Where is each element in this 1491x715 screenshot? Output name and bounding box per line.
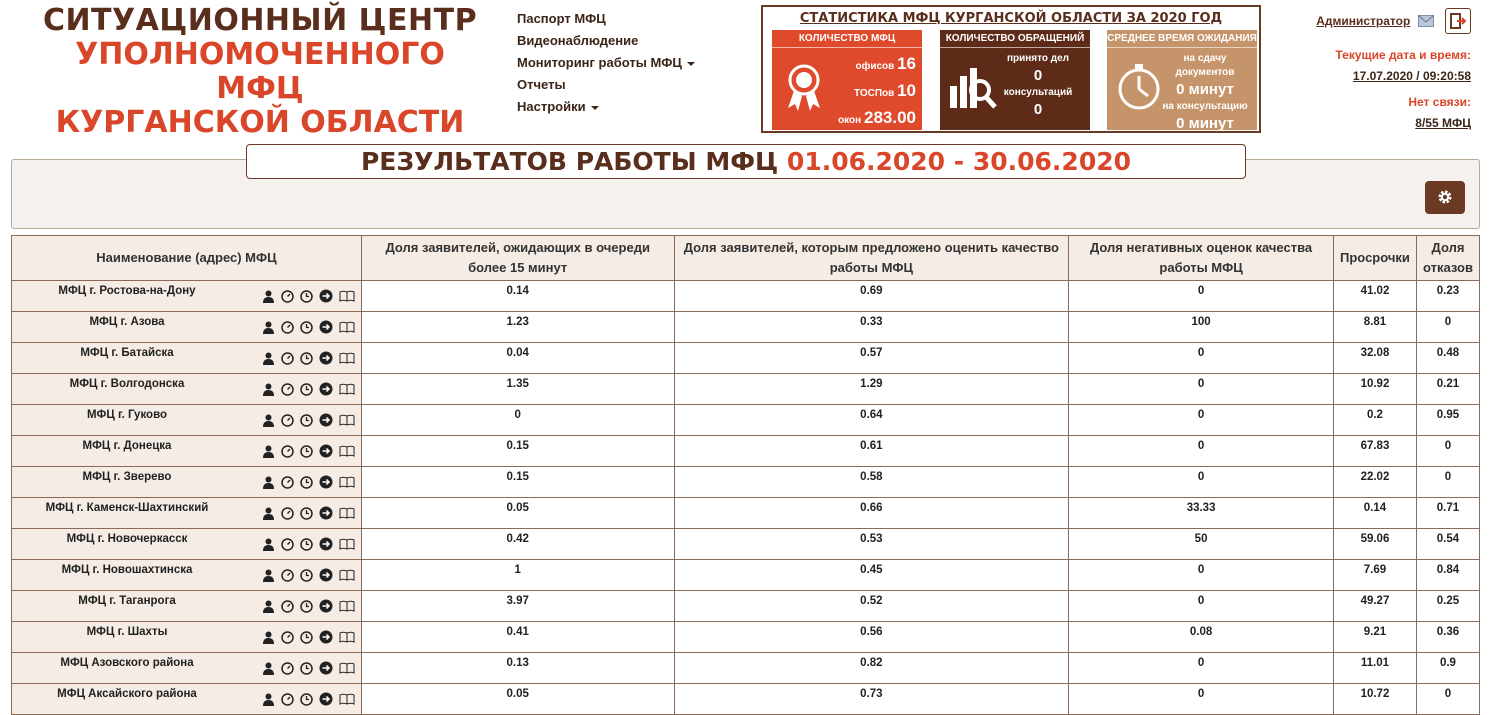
arrow-circle-icon[interactable] <box>319 475 333 489</box>
table-body <box>12 281 1480 715</box>
person-icon[interactable] <box>262 569 275 582</box>
table-row[interactable] <box>12 684 1480 715</box>
table-row[interactable] <box>12 405 1480 436</box>
overdue-cell: 41.02 <box>1333 281 1416 312</box>
rate-offer-cell: 0.57 <box>674 343 1069 374</box>
overdue-cell: 9.21 <box>1333 622 1416 653</box>
refusals-cell: 0 <box>1416 312 1479 343</box>
clock-icon[interactable] <box>300 383 313 396</box>
negative-share-cell: 0 <box>1069 405 1334 436</box>
negative-share-cell: 100 <box>1069 312 1334 343</box>
person-icon[interactable] <box>262 383 275 396</box>
book-icon[interactable] <box>339 631 355 643</box>
clock-icon[interactable] <box>300 662 313 675</box>
refusals-cell: 0.48 <box>1416 343 1479 374</box>
nav-monitoring[interactable] <box>517 52 695 74</box>
person-icon[interactable] <box>262 693 275 706</box>
row-actions <box>256 661 355 675</box>
negative-share-cell: 0 <box>1069 560 1334 591</box>
overdue-cell: 32.08 <box>1333 343 1416 374</box>
refusals-cell: 0.71 <box>1416 498 1479 529</box>
table-row[interactable] <box>12 591 1480 622</box>
person-icon[interactable] <box>262 662 275 675</box>
arrow-circle-icon[interactable] <box>319 506 333 520</box>
negative-share-cell: 0 <box>1069 374 1334 405</box>
clock-icon[interactable] <box>300 600 313 613</box>
overdue-cell: 22.02 <box>1333 467 1416 498</box>
book-icon[interactable] <box>339 662 355 674</box>
rate-offer-cell: 0.52 <box>674 591 1069 622</box>
wait-share-cell: 0.15 <box>361 467 674 498</box>
row-actions <box>256 537 355 551</box>
gauge-icon[interactable] <box>281 445 294 458</box>
table-row[interactable] <box>12 312 1480 343</box>
rate-offer-cell: 0.64 <box>674 405 1069 436</box>
arrow-circle-icon[interactable] <box>319 382 333 396</box>
mfc-name-cell <box>12 467 362 498</box>
gauge-icon[interactable] <box>281 662 294 675</box>
logout-icon <box>1449 12 1467 30</box>
negative-share-cell: 0 <box>1069 343 1334 374</box>
rate-offer-cell: 0.82 <box>674 653 1069 684</box>
row-actions <box>256 382 355 396</box>
clock-icon[interactable] <box>300 538 313 551</box>
gauge-icon[interactable] <box>281 383 294 396</box>
accepted-label: принято дел <box>1006 53 1070 64</box>
negative-share-cell: 0 <box>1069 591 1334 622</box>
row-actions <box>256 444 355 458</box>
person-icon[interactable] <box>262 290 275 303</box>
nav-monitoring-label: Мониторинг работы МФЦ <box>517 55 682 70</box>
mfc-name-cell <box>12 281 362 312</box>
col-name[interactable]: Наименование (адрес) МФЦ <box>12 236 362 281</box>
logo-line-3: КУРГАНСКОЙ ОБЛАСТИ <box>55 105 465 140</box>
rate-offer-cell: 0.33 <box>674 312 1069 343</box>
mfc-name[interactable]: МФЦ г. Азова <box>89 316 165 328</box>
gauge-icon[interactable] <box>281 631 294 644</box>
wait-share-cell: 0.41 <box>361 622 674 653</box>
nav-settings[interactable] <box>517 96 695 118</box>
mfc-name[interactable]: МФЦ г. Зверево <box>82 471 172 483</box>
docs-wait-label: на сдачу документов <box>1175 53 1235 78</box>
overdue-cell: 49.27 <box>1333 591 1416 622</box>
overdue-cell: 7.69 <box>1333 560 1416 591</box>
clock-icon[interactable] <box>300 631 313 644</box>
stats-box-values <box>1157 52 1253 134</box>
overdue-cell: 0.14 <box>1333 498 1416 529</box>
stats-title[interactable]: СТАТИСТИКА МФЦ КУРГАНСКОЙ ОБЛАСТИ ЗА 2020 ГОД <box>799 11 1223 26</box>
book-icon[interactable] <box>339 569 355 581</box>
rate-offer-cell: 0.69 <box>674 281 1069 312</box>
rate-offer-cell: 0.53 <box>674 529 1069 560</box>
wait-share-cell: 0.05 <box>361 498 674 529</box>
report-dates: 01.06.2020 - 30.06.2020 <box>786 147 1132 176</box>
clock-icon[interactable] <box>300 290 313 303</box>
refusals-cell: 0 <box>1416 467 1479 498</box>
mfc-name-cell <box>12 374 362 405</box>
overdue-cell: 8.81 <box>1333 312 1416 343</box>
accepted-value: 0 <box>1033 67 1043 84</box>
table-row[interactable] <box>12 529 1480 560</box>
negative-share-cell: 0 <box>1069 281 1334 312</box>
windows-value: 283.00 <box>864 108 916 127</box>
person-icon[interactable] <box>262 445 275 458</box>
negative-share-cell: 0 <box>1069 684 1334 715</box>
refusals-cell: 0.9 <box>1416 653 1479 684</box>
header <box>0 0 1491 140</box>
mfc-name[interactable]: МФЦ Азовского района <box>60 657 194 669</box>
offices-value: 16 <box>897 54 916 73</box>
negative-share-cell: 50 <box>1069 529 1334 560</box>
stats-panel <box>761 5 1261 133</box>
person-icon[interactable] <box>262 352 275 365</box>
clock-icon[interactable] <box>300 414 313 427</box>
clock-icon[interactable] <box>300 321 313 334</box>
gauge-icon[interactable] <box>281 352 294 365</box>
stats-box-title: СРЕДНЕЕ ВРЕМЯ ОЖИДАНИЯ <box>1107 30 1257 48</box>
no-connection-label: Нет связи: <box>1408 95 1471 109</box>
row-actions <box>256 289 355 303</box>
tosp-label: ТОСПов <box>853 88 895 99</box>
table-row[interactable] <box>12 343 1480 374</box>
mfc-name-cell <box>12 653 362 684</box>
logo-line-2: УПОЛНОМОЧЕННОГО МФЦ <box>75 37 445 106</box>
negative-share-cell: 0.08 <box>1069 622 1334 653</box>
table-row[interactable] <box>12 281 1480 312</box>
stats-box-mfc-count <box>772 30 922 130</box>
mfc-name[interactable]: МФЦ г. Батайска <box>80 347 174 359</box>
table-row[interactable] <box>12 498 1480 529</box>
arrow-circle-icon[interactable] <box>319 320 333 334</box>
tosp-value: 10 <box>897 81 916 100</box>
table-row[interactable] <box>12 653 1480 684</box>
mfc-name-cell <box>12 684 362 715</box>
mfc-name-cell <box>12 529 362 560</box>
refusals-cell: 0.23 <box>1416 281 1479 312</box>
person-icon[interactable] <box>262 538 275 551</box>
docs-wait-value: 0 минут <box>1176 81 1234 98</box>
main-nav <box>517 8 695 118</box>
wait-share-cell: 1 <box>361 560 674 591</box>
wait-share-cell: 0.14 <box>361 281 674 312</box>
gauge-icon[interactable] <box>281 693 294 706</box>
refusals-cell: 0.95 <box>1416 405 1479 436</box>
book-icon[interactable] <box>339 321 355 333</box>
wait-share-cell: 3.97 <box>361 591 674 622</box>
overdue-cell: 11.01 <box>1333 653 1416 684</box>
clock-icon[interactable] <box>300 445 313 458</box>
datetime-value: 17.07.2020 / 09:20:58 <box>1352 69 1471 83</box>
wait-share-cell: 1.23 <box>361 312 674 343</box>
consult-wait-label: на консультацию <box>1162 101 1248 112</box>
refusals-cell: 0.21 <box>1416 374 1479 405</box>
wait-share-cell: 0.42 <box>361 529 674 560</box>
col-rate-offer-share[interactable]: Доля заявителей, которым предложено оценить качество работы МФЦ <box>674 236 1069 281</box>
refusals-cell: 0.36 <box>1416 622 1479 653</box>
user-panel <box>1316 8 1471 130</box>
col-negative-share[interactable]: Доля негативных оценок качества работы МФЦ <box>1069 236 1334 281</box>
mail-icon[interactable] <box>1418 15 1434 27</box>
report-title-text: РЕЗУЛЬТАТОВ РАБОТЫ МФЦ <box>360 147 779 176</box>
overdue-cell: 67.83 <box>1333 436 1416 467</box>
person-icon[interactable] <box>262 507 275 520</box>
clock-icon[interactable] <box>300 507 313 520</box>
negative-share-cell: 33.33 <box>1069 498 1334 529</box>
nav-passport[interactable]: Паспорт МФЦ <box>517 11 606 26</box>
gauge-icon[interactable] <box>281 538 294 551</box>
overdue-cell: 10.92 <box>1333 374 1416 405</box>
refusals-cell: 0.54 <box>1416 529 1479 560</box>
negative-share-cell: 0 <box>1069 653 1334 684</box>
rate-offer-cell: 0.45 <box>674 560 1069 591</box>
row-actions <box>256 568 355 582</box>
person-icon[interactable] <box>262 631 275 644</box>
mfc-name-cell <box>12 498 362 529</box>
row-actions <box>256 630 355 644</box>
book-icon[interactable] <box>339 507 355 519</box>
table-row[interactable] <box>12 374 1480 405</box>
consult-wait-value: 0 минут <box>1176 115 1234 132</box>
windows-label: окон <box>838 115 862 126</box>
mfc-name[interactable]: МФЦ г. Ростова-на-Дону <box>58 285 196 297</box>
row-actions <box>256 351 355 365</box>
offices-label: офисов <box>855 61 895 72</box>
wait-share-cell: 1.35 <box>361 374 674 405</box>
rate-offer-cell: 0.73 <box>674 684 1069 715</box>
clock-icon[interactable] <box>300 693 313 706</box>
award-icon <box>778 60 830 112</box>
arrow-circle-icon[interactable] <box>319 692 333 706</box>
person-icon[interactable] <box>262 600 275 613</box>
mfc-name[interactable]: МФЦ г. Волгодонска <box>69 378 185 390</box>
nav-settings-label: Настройки <box>517 99 586 114</box>
clock-icon[interactable] <box>300 352 313 365</box>
arrow-circle-icon[interactable] <box>319 630 333 644</box>
wait-share-cell: 0.04 <box>361 343 674 374</box>
refusals-cell: 0 <box>1416 436 1479 467</box>
no-connection-value[interactable]: 8/55 МФЦ <box>1415 116 1471 130</box>
book-icon[interactable] <box>339 476 355 488</box>
refusals-cell: 0.84 <box>1416 560 1479 591</box>
datetime-label: Текущие дата и время: <box>1335 48 1471 62</box>
arrow-circle-icon[interactable] <box>319 661 333 675</box>
gauge-icon[interactable] <box>281 600 294 613</box>
book-icon[interactable] <box>339 693 355 705</box>
arrow-circle-icon[interactable] <box>319 537 333 551</box>
table-row[interactable] <box>12 467 1480 498</box>
nav-reports[interactable]: Отчеты <box>517 77 566 92</box>
settings-button[interactable] <box>1425 181 1465 214</box>
overdue-cell: 10.72 <box>1333 684 1416 715</box>
overdue-cell: 59.06 <box>1333 529 1416 560</box>
col-refusals[interactable]: Доля отказов <box>1416 236 1479 281</box>
person-icon[interactable] <box>262 414 275 427</box>
gauge-icon[interactable] <box>281 476 294 489</box>
stats-box-title: КОЛИЧЕСТВО ОБРАЩЕНИЙ <box>940 30 1090 48</box>
mfc-name-cell <box>12 591 362 622</box>
book-icon[interactable] <box>339 600 355 612</box>
row-actions <box>256 692 355 706</box>
wait-share-cell: 0.15 <box>361 436 674 467</box>
book-icon[interactable] <box>339 445 355 457</box>
gauge-icon[interactable] <box>281 569 294 582</box>
arrow-circle-icon[interactable] <box>319 413 333 427</box>
table-row[interactable] <box>12 436 1480 467</box>
clock-icon[interactable] <box>300 569 313 582</box>
mfc-name[interactable]: МФЦ г. Новочеркасск <box>66 533 188 545</box>
table-header-row <box>12 236 1480 281</box>
arrow-circle-icon[interactable] <box>319 568 333 582</box>
arrow-circle-icon[interactable] <box>319 351 333 365</box>
mfc-name-cell <box>12 312 362 343</box>
user-name-link[interactable]: Администратор <box>1316 14 1411 28</box>
rate-offer-cell: 0.58 <box>674 467 1069 498</box>
rate-offer-cell: 0.56 <box>674 622 1069 653</box>
gauge-icon[interactable] <box>281 321 294 334</box>
wait-share-cell: 0.05 <box>361 684 674 715</box>
clock-icon[interactable] <box>300 476 313 489</box>
mfc-name-cell <box>12 560 362 591</box>
table-row[interactable] <box>12 622 1480 653</box>
rate-offer-cell: 0.66 <box>674 498 1069 529</box>
person-icon[interactable] <box>262 321 275 334</box>
row-actions <box>256 413 355 427</box>
rate-offer-cell: 1.29 <box>674 374 1069 405</box>
mfc-name[interactable]: МФЦ г. Каменск-Шахтинский <box>45 502 209 514</box>
gauge-icon[interactable] <box>281 290 294 303</box>
consult-value: 0 <box>1033 101 1043 118</box>
row-actions <box>256 599 355 613</box>
report-title <box>246 144 1246 179</box>
book-icon[interactable] <box>339 290 355 302</box>
book-icon[interactable] <box>339 383 355 395</box>
negative-share-cell: 0 <box>1069 436 1334 467</box>
logo <box>30 4 490 140</box>
refusals-cell: 0 <box>1416 684 1479 715</box>
gauge-icon[interactable] <box>281 414 294 427</box>
arrow-circle-icon[interactable] <box>319 444 333 458</box>
mfc-name[interactable]: МФЦ г. Новошахтинска <box>61 564 193 576</box>
mfc-name-cell <box>12 622 362 653</box>
book-icon[interactable] <box>339 414 355 426</box>
rate-offer-cell: 0.61 <box>674 436 1069 467</box>
overdue-cell: 0.2 <box>1333 405 1416 436</box>
chevron-down-icon <box>591 106 599 110</box>
mfc-name[interactable]: МФЦ г. Таганрога <box>78 595 176 607</box>
nav-video[interactable]: Видеонаблюдение <box>517 33 639 48</box>
stats-box-values <box>990 52 1086 120</box>
stats-box-title: КОЛИЧЕСТВО МФЦ <box>772 30 922 48</box>
row-actions <box>256 506 355 520</box>
gauge-icon[interactable] <box>281 507 294 520</box>
logo-line-1: СИТУАЦИОННЫЙ ЦЕНТР <box>42 3 478 38</box>
results-table <box>11 235 1480 715</box>
consult-label: консультаций <box>1003 87 1073 98</box>
negative-share-cell: 0 <box>1069 467 1334 498</box>
mfc-name-cell <box>12 405 362 436</box>
col-wait-share[interactable]: Доля заявителей, ожидающих в очереди более 15 минут <box>361 236 674 281</box>
mfc-name[interactable]: МФЦ г. Шахты <box>86 626 168 638</box>
gear-icon <box>1437 189 1453 205</box>
table-row[interactable] <box>12 560 1480 591</box>
row-actions <box>256 475 355 489</box>
row-actions <box>256 320 355 334</box>
col-overdue[interactable]: Просрочки <box>1333 236 1416 281</box>
person-icon[interactable] <box>262 476 275 489</box>
arrow-circle-icon[interactable] <box>319 599 333 613</box>
book-icon[interactable] <box>339 352 355 364</box>
mfc-name[interactable]: МФЦ г. Гуково <box>86 409 168 421</box>
refusals-cell: 0.25 <box>1416 591 1479 622</box>
wait-share-cell: 0.13 <box>361 653 674 684</box>
chevron-down-icon <box>687 62 695 66</box>
stats-box-values <box>838 52 916 133</box>
mfc-name-cell <box>12 436 362 467</box>
wait-share-cell: 0 <box>361 405 674 436</box>
stats-box-requests <box>940 30 1090 130</box>
mfc-name-cell <box>12 343 362 374</box>
mfc-name[interactable]: МФЦ г. Донецка <box>82 440 172 452</box>
book-icon[interactable] <box>339 538 355 550</box>
arrow-circle-icon[interactable] <box>319 289 333 303</box>
mfc-name[interactable]: МФЦ Аксайского района <box>57 688 197 700</box>
stats-box-wait-time <box>1107 30 1257 130</box>
logout-button[interactable] <box>1445 8 1471 34</box>
